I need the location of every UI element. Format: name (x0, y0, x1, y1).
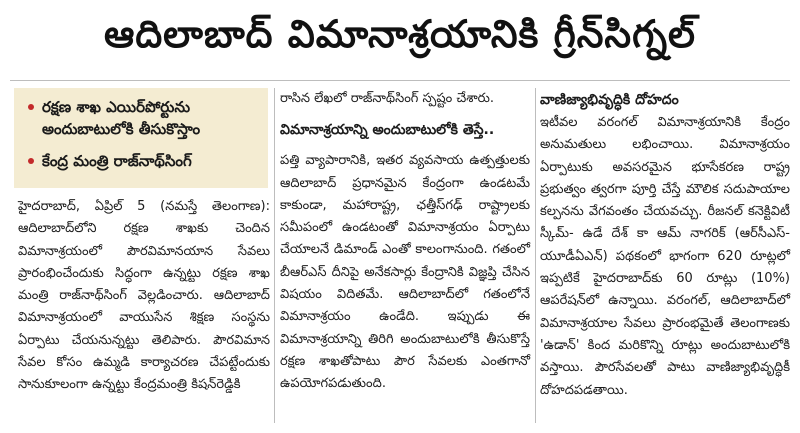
spacer (280, 110, 530, 118)
body-paragraph: పత్తి వ్యాపారానికి, ఇతర వ్యవసాయ ఉత్పత్తులకు ఆదిలాబాద్ ప్రధానమైన కేంద్రంగా ఉండటమే కాకుండా, మహారాష్ట్ర, ఛత్తీస్‌గఢ్ రాష్ట్రాలకు సమీపంలో ఉండటంతో విమానాశ్రయం ఏర్పాటు చేయాలనే డిమాండ్ ఎంతో కాలంగానుంది. గతంలో బీఆర్ఎస్ దీనిపై అనేకసార్లు కేంద్రానికి విజ్ఞప్తి చేసిన విషయం విదితమే. ఆదిలాబాద్‌లో గతంలోనే విమానాశ్రయం ఉండేది. ఇప్పుడు ఈ విమానాశ్రయాన్ని తిరిగి అందుబాటులోకి తీసుకొస్తే రక్షణ శాఖతోపాటు పౌర సేవలకు ఎంతగానో ఉపయోగపడుతుంది. (280, 153, 530, 392)
headline-rule (10, 80, 790, 81)
article-column-1 (18, 196, 270, 397)
headline: ఆదిలాబాద్ విమానాశ్రయానికి గ్రీన్‌సిగ్నల్ (104, 12, 696, 56)
article-column-3 (540, 88, 790, 402)
bullet-icon (28, 104, 34, 110)
column-divider (535, 88, 536, 423)
highlight-box (14, 88, 268, 188)
column-divider (274, 88, 275, 423)
highlight-list (28, 96, 258, 172)
highlight-text: కేంద్ర మంత్రి రాజ్‌నాథ్‌సింగ్ (42, 152, 192, 170)
spacer (280, 142, 530, 150)
subheading: విమానాశ్రయాన్ని అందుబాటులోకి తెస్తే.. (280, 122, 495, 139)
article-column-2 (280, 88, 530, 396)
bullet-icon (28, 158, 34, 164)
body-paragraph: హైదరాబాద్, ఏప్రిల్ 5 (నమస్తే తెలంగాణ): ఆదిలాబాద్‌లోని రక్షణ శాఖకు చెందిన విమానాశ్రయంలో పౌరవిమానయాన సేవలు ప్రారంభించేందుకు సిద్ధంగా ఉన్నట్టు రక్షణ శాఖ మంత్రి రాజ్‌నాథ్‌సింగ్ వెల్లడించారు. ఆదిలాబాద్ విమానాశ్రయంలో వాయుసేన శిక్షణ సంస్థను ఏర్పాటు చేయనున్నట్టు తెలిపారు. పౌరవిమాన సేవల కోసం ఉమ్మడి కార్యాచరణ చేపట్టేందుకు సానుకూలంగా ఉన్నట్టు కేంద్రమంత్రి కిషన్‌రెడ్డికి (18, 199, 270, 393)
highlight-text: రక్షణ శాఖ ఎయిర్‌పోర్టును అందుబాటులోకి తీసుకొస్తాం (42, 98, 201, 138)
body-paragraph: ఇటీవల వరంగల్ విమానాశ్రయానికి కేంద్రం అనుమతులు లభించాయి. విమానాశ్రయం ఏర్పాటుకు అవసరమైన భూసేకరణ రాష్ట్ర ప్రభుత్వం త్వరగా పూర్తి చేస్తే మౌలిక సదుపాయాల కల్పనను వేగవంతం చేయవచ్చు. రీజనల్ కనెక్టివిటీ స్కీమ్- ఉడే దేశ్ కా ఆమ్ నాగరిక్ (ఆర్‌సీఎస్-యూడీఏఎన్) పథకంలో భాగంగా 620 రూట్లలో ఇప్పటికే హైదరాబాద్‌కు 60 రూట్లు (10%) ఆపరేషన్‌లో ఉన్నాయి. వరంగల్, ఆదిలాబాద్‌లో విమానాశ్రయాల సేవలు ప్రారంభమైతే తెలంగాణకు 'ఉడాన్' కింద మరికొన్ని రూట్లు అందుబాటులోకి వస్తాయి. పౌరసేవలతో పాటు వాణిజ్యాభివృద్ధికీ దోహదపడతాయి. (540, 115, 790, 398)
highlight-item (28, 96, 258, 140)
body-paragraph: రాసిన లేఖలో రాజ్‌నాథ్‌సింగ్ స్పష్టం చేశారు. (280, 91, 495, 106)
highlight-item (28, 150, 258, 172)
subheading: వాణిజ్యాభివృద్ధికి దోహదం (540, 92, 679, 108)
